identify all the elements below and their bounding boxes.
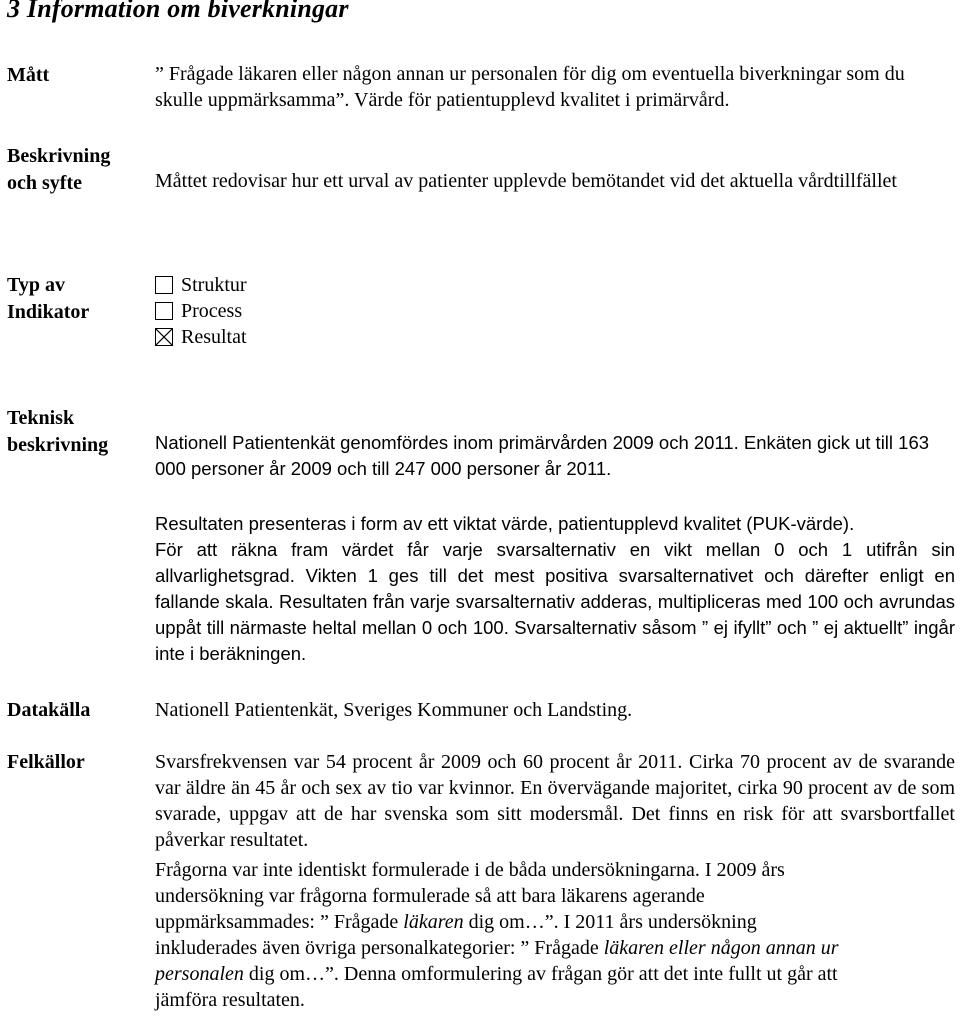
process-label: Process — [181, 300, 243, 322]
option-resultat — [155, 324, 455, 350]
line3-emphasis: läkaren — [403, 911, 464, 933]
line3-part-b: dig om…”. I 2011 års undersökning — [463, 911, 757, 933]
teknisk-paragraph-1: Nationell Patientenkät genomfördes inom primärvården 2009 och 2011. Enkäten gick ut till 163 000 personer år 2009 och till 247 000 personer år 2011. — [155, 432, 930, 479]
beskrivning-text: Måttet redovisar hur ett urval av patienter upplevde bemötandet vid det aktuella vårdtillfället — [155, 170, 897, 192]
process-checkbox[interactable] — [155, 302, 173, 320]
felkallor-p2-line2: undersökning var frågorna formulerade så att bara läkarens agerande — [155, 885, 705, 907]
label-beskrivning-line2: och syfte — [7, 172, 82, 194]
option-struktur — [155, 272, 455, 298]
label-felkallor: Felkällor — [7, 751, 85, 773]
label-teknisk-line2: beskrivning — [7, 434, 109, 456]
resultat-checkbox[interactable] — [155, 328, 173, 346]
label-beskrivning-line1: Beskrivning — [7, 145, 111, 167]
label-typ-line1: Typ av — [7, 274, 65, 296]
felkallor-p2-line6: jämföra resultaten. — [155, 989, 305, 1011]
label-typ-line2: Indikator — [7, 301, 90, 323]
line4-emphasis: läkaren eller någon annan ur — [603, 937, 839, 959]
struktur-label: Struktur — [181, 274, 247, 296]
felkallor-p2-line5 — [155, 961, 955, 987]
felkallor-paragraph-2 — [155, 857, 955, 1013]
felkallor-paragraph-1: Svarsfrekvensen var 54 procent år 2009 och 60 procent år 2011. Cirka 70 procent av de svarande var äldre än 45 år och sex av tio var kvinnor. En övervägande majoritet, cirka 90 procent av de som svarade, uppgav att de har svenska som sitt modersmål. Det finns en risk för att svarsbortfallet påverkar resultatet. — [155, 751, 955, 851]
indikator-options — [155, 272, 455, 350]
felkallor-p2-line3 — [155, 909, 955, 935]
felkallor-p2-line1: Frågorna var inte identiskt formulerade i de båda undersökningarna. I 2009 års — [155, 859, 785, 881]
datakalla-text: Nationell Patientenkät, Sveriges Kommuner och Landsting. — [155, 699, 633, 721]
section-heading: 3 Information om biverkningar — [7, 0, 349, 23]
struktur-checkbox[interactable] — [155, 276, 173, 294]
teknisk-p2-rest: För att räkna fram värdet får varje svarsalternativ en vikt mellan 0 och 1 utifrån sin allvarlighetsgrad. Vikten 1 ges till det mest positiva svarsalternativet och därefter enligt en fallande skala. Resultaten från varje svarsalternativ adderas, multipliceras med 100 och avrundas uppåt till närmaste heltal mellan 0 och 100. Svarsalternativ såsom ” ej ifyllt” och ” ej aktuellt” ingår inte i beräkningen. — [155, 539, 955, 664]
label-matt: Mått — [7, 64, 50, 86]
line4-part-a: inkluderades även övriga personalkategorier: ” Frågade — [155, 937, 604, 959]
teknisk-paragraph-2 — [155, 511, 955, 667]
line5-part-b: dig om…”. Denna omformulering av frågan gör att det inte fullt ut går att — [243, 963, 838, 985]
resultat-label: Resultat — [181, 326, 247, 348]
matt-text: ” Frågade läkaren eller någon annan ur personalen för dig om eventuella biverkningar som du skulle uppmärksamma”. Värde för patientupplevd kvalitet i primärvård. — [155, 63, 905, 111]
cross-check-icon — [156, 329, 172, 345]
option-process — [155, 298, 455, 324]
label-teknisk-beskrivning — [7, 405, 108, 459]
line5-emphasis: personalen — [155, 963, 244, 985]
label-teknisk-line1: Teknisk — [7, 407, 75, 429]
label-typ-av-indikator — [7, 272, 89, 326]
felkallor-p2-line4 — [155, 935, 955, 961]
label-beskrivning — [7, 143, 110, 197]
teknisk-p2-line1: Resultaten presenteras i form av ett viktat värde, patientupplevd kvalitet (PUK-värde). — [155, 513, 855, 534]
label-datakalla: Datakälla — [7, 699, 91, 721]
line3-part-a: uppmärksammades: ” Frågade — [155, 911, 404, 933]
